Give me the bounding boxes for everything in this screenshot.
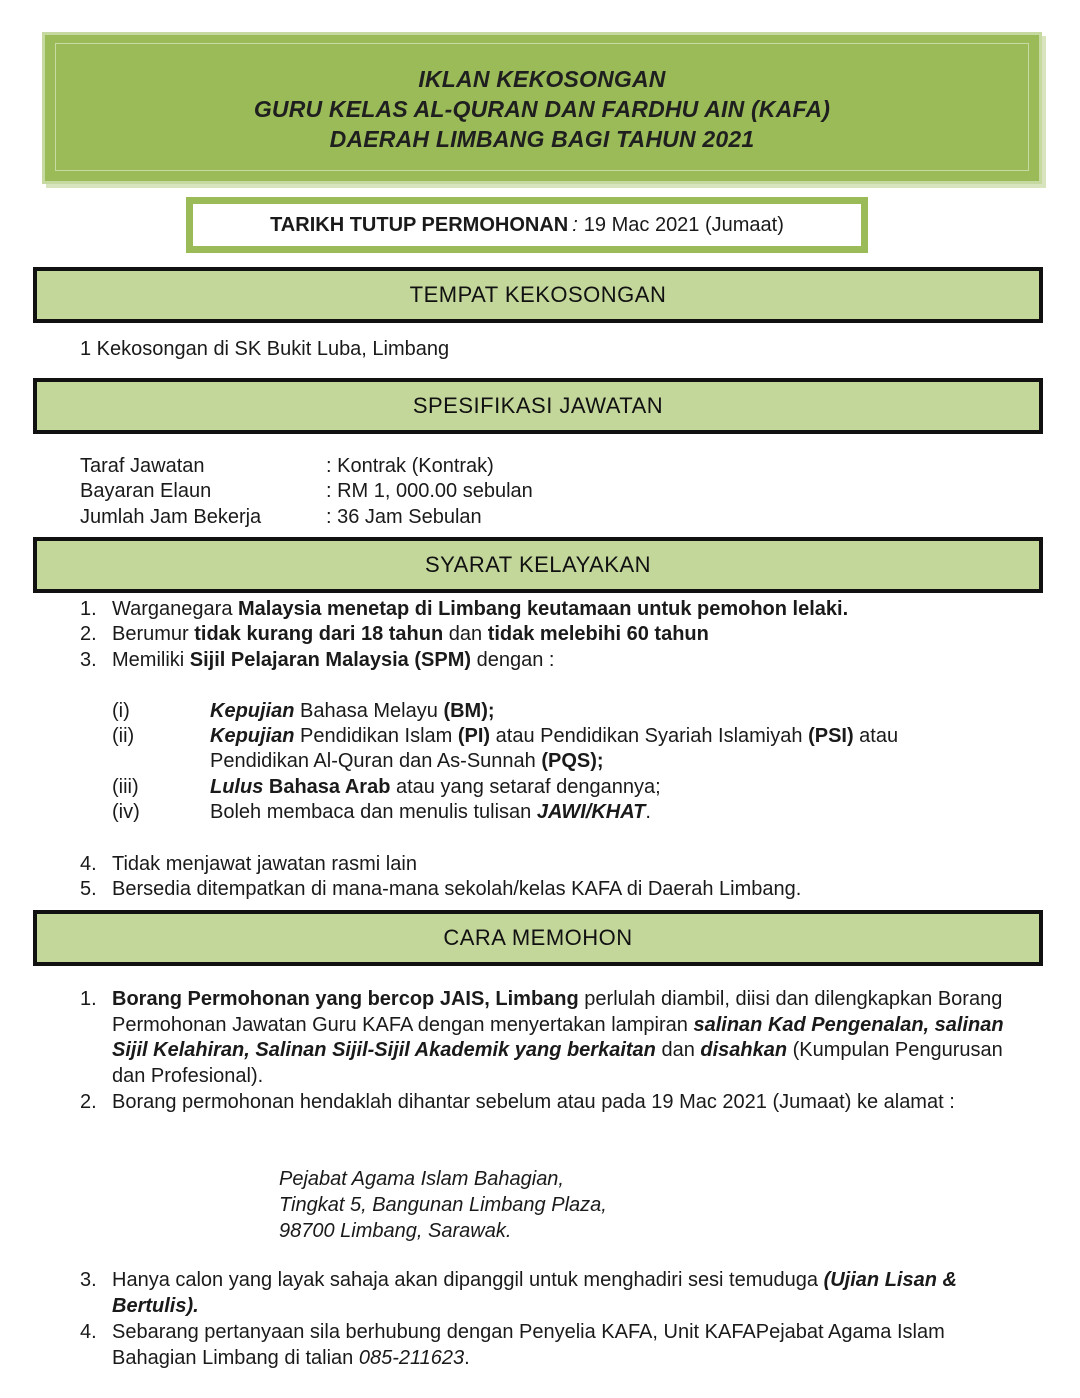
- title-banner: [42, 32, 1042, 184]
- sub-ii-text2: atau Pendidikan Syariah Islamiyah: [490, 725, 809, 747]
- sub-iii-emph: Lulus: [210, 776, 264, 798]
- sub-item-i: [210, 699, 990, 724]
- section-header-spesifikasi: SPESIFIKASI JAWATAN: [33, 378, 1043, 434]
- closing-date-box: [186, 197, 868, 253]
- list-number: 3.: [80, 649, 97, 671]
- list-number: 5.: [80, 878, 97, 900]
- cara-1-certified: disahkan: [700, 1039, 788, 1061]
- list-number: 4.: [80, 1321, 97, 1343]
- cara-1-tail: (Kumpulan Pengurusan dan Profesional).: [112, 1039, 1003, 1087]
- list-number: 4.: [80, 853, 97, 875]
- sub-i-text: Bahasa Melayu: [294, 700, 444, 722]
- sub-ii-text3: atau Pendidikan Al-Quran dan As-Sunnah: [210, 725, 899, 772]
- spec-value: : Kontrak (Kontrak): [326, 455, 494, 477]
- section-header-cara: CARA MEMOHON: [33, 910, 1043, 966]
- closing-date-separator: :: [572, 213, 578, 236]
- syarat-5-text: Bersedia ditempatkan di mana-mana sekolah/kelas KAFA di Daerah Limbang.: [112, 878, 802, 900]
- cara-4-phone: 085-211623: [358, 1346, 465, 1369]
- cara-1-attachments: salinan Kad Pengenalan, salinan Sijil Kelahiran, Salinan Sijil-Sijil Akademik yang berkaitan: [112, 1013, 1004, 1061]
- spec-key: Jumlah Jam Bekerja: [80, 506, 262, 528]
- list-number: 3.: [80, 1269, 97, 1291]
- cara-2-text: Borang permohonan hendaklah dihantar sebelum atau pada 19 Mac 2021 (Jumaat) ke alamat :: [112, 1091, 955, 1113]
- closing-date-value: 19 Mac 2021 (Jumaat): [583, 213, 784, 236]
- cara-4-text: Sebarang pertanyaan sila berhubung dengan Penyelia KAFA, Unit KAFAPejabat Agama Islam Bahagian Limbang di talian: [112, 1321, 945, 1369]
- syarat-1-text: Warganegara: [112, 598, 238, 620]
- sub-iv-text: Boleh membaca dan menulis tulisan: [210, 801, 537, 823]
- address-line-1: Pejabat Agama Islam Bahagian,: [279, 1168, 564, 1190]
- spec-key: Bayaran Elaun: [80, 480, 212, 502]
- sub-iii-text: atau yang setaraf dengannya;: [390, 776, 661, 798]
- sub-iv-emph: JAWI/KHAT: [536, 801, 646, 823]
- sub-ii-text: Pendidikan Islam: [294, 725, 458, 747]
- vacancy-location-text: 1 Kekosongan di SK Bukit Luba, Limbang: [80, 338, 450, 360]
- syarat-2-text: Berumur: [112, 623, 195, 645]
- closing-date-label: TARIKH TUTUP PERMOHONAN: [270, 213, 569, 236]
- sub-number-iv: (iv): [112, 801, 140, 823]
- spec-row-bayaran: [80, 479, 533, 504]
- section-header-syarat: SYARAT KELAYAKAN: [33, 537, 1043, 593]
- banner-title-line3: DAERAH LIMBANG BAGI TAHUN 2021: [329, 126, 755, 152]
- spec-value: : 36 Jam Sebulan: [326, 506, 482, 528]
- cara-1-text: perlulah diambil, diisi dan dilengkapkan Borang Permohonan Jawatan Guru KAFA dengan menyertakan lampiran: [112, 988, 1003, 1036]
- syarat-2-bold-max: tidak melebihi 60 tahun: [487, 623, 709, 645]
- syarat-2-bold-min: tidak kurang dari 18 tahun: [194, 623, 444, 645]
- cara-1-conj: dan: [655, 1039, 701, 1061]
- banner-title-line1: IKLAN KEKOSONGAN: [418, 66, 666, 92]
- spec-row-taraf: [80, 454, 494, 479]
- cara-4-tail: .: [464, 1346, 470, 1369]
- sub-ii-pqs: (PQS);: [541, 750, 604, 772]
- cara-3-emph: (Ujian Lisan & Bertulis).: [112, 1269, 957, 1317]
- syarat-3-tail: dengan :: [471, 649, 555, 671]
- spec-key: Taraf Jawatan: [80, 455, 205, 477]
- syarat-1-bold: Malaysia menetap di Limbang keutamaan untuk pemohon lelaki.: [238, 598, 849, 620]
- sub-number-ii: (ii): [112, 725, 135, 747]
- syarat-2-conj: dan: [443, 623, 488, 645]
- cara-3-text: Hanya calon yang layak sahaja akan dipanggil untuk menghadiri sesi temuduga: [112, 1269, 824, 1291]
- sub-item-iv: [210, 800, 990, 825]
- sub-ii-pi: (PI): [457, 725, 491, 747]
- spec-row-jam: [80, 505, 482, 530]
- list-number: 2.: [80, 623, 97, 645]
- syarat-3-text: Memiliki: [112, 649, 190, 671]
- sub-iii-bold: Bahasa Arab: [263, 776, 391, 798]
- sub-item-iii: [210, 775, 990, 800]
- address-line-3: 98700 Limbang, Sarawak.: [279, 1220, 512, 1242]
- cara-1-bold: Borang Permohonan yang bercop JAIS, Limbang: [112, 988, 579, 1010]
- spec-value: : RM 1, 000.00 sebulan: [326, 480, 533, 502]
- banner-title-line2: GURU KELAS AL-QURAN DAN FARDHU AIN (KAFA): [253, 96, 831, 122]
- sub-ii-emph: Kepujian: [210, 725, 295, 747]
- sub-i-emph: Kepujian: [210, 700, 295, 722]
- list-number: 1.: [80, 988, 97, 1010]
- section-header-tempat: TEMPAT KEKOSONGAN: [33, 267, 1043, 323]
- list-number: 1.: [80, 598, 97, 620]
- syarat-4-text: Tidak menjawat jawatan rasmi lain: [112, 853, 417, 875]
- syarat-3-bold: Sijil Pelajaran Malaysia (SPM): [189, 649, 472, 671]
- sub-item-ii: [210, 724, 970, 774]
- sub-i-bold: (BM);: [443, 700, 495, 722]
- sub-ii-psi: (PSI): [808, 725, 854, 747]
- address-line-2: Tingkat 5, Bangunan Limbang Plaza,: [279, 1194, 607, 1216]
- list-number: 2.: [80, 1091, 97, 1113]
- sub-number-iii: (iii): [112, 776, 139, 798]
- sub-number-i: (i): [112, 700, 130, 722]
- sub-iv-tail: .: [645, 801, 651, 823]
